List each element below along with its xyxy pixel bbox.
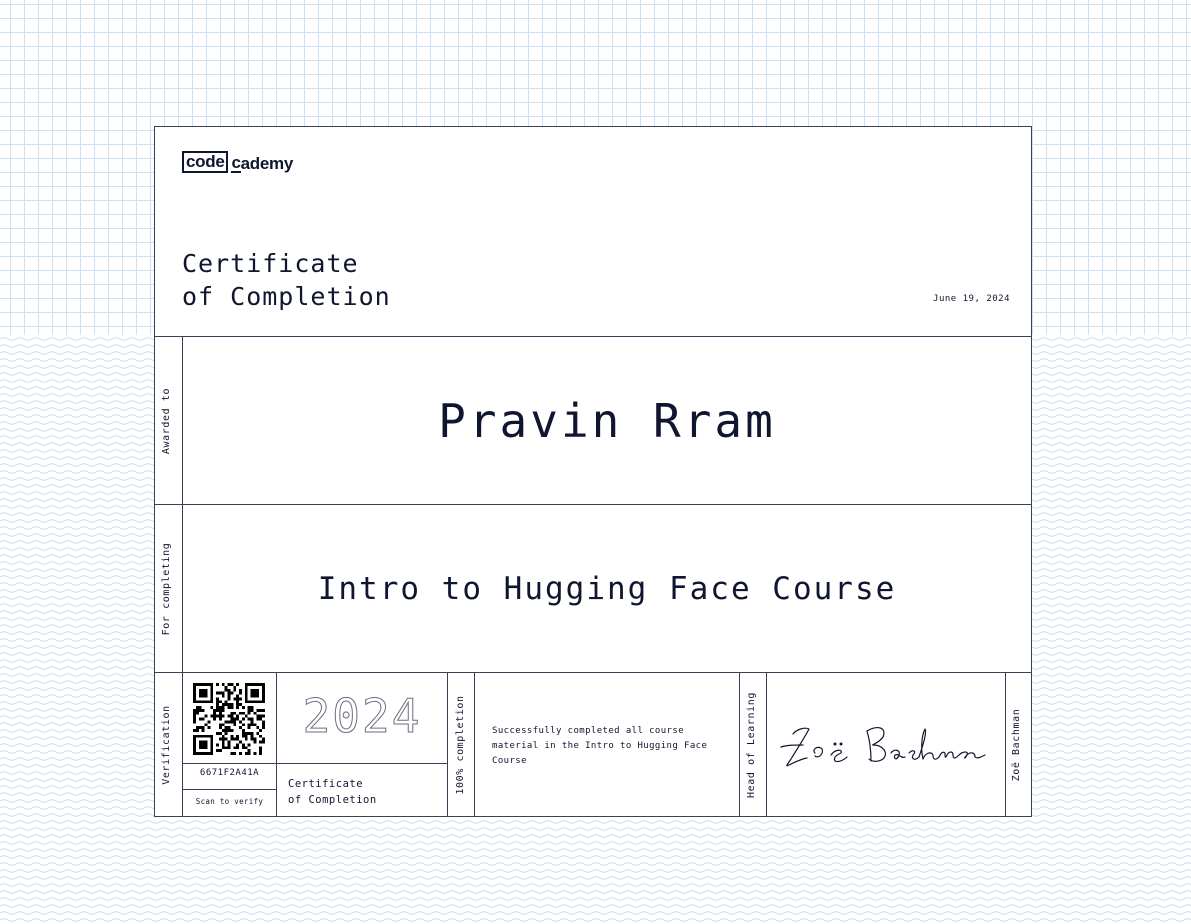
logo-rest-text: ademy (240, 154, 294, 173)
title-line-2: of Completion (182, 282, 391, 311)
small-title-line-2: of Completion (288, 794, 377, 806)
signer-name-label: Zoë Bachman (1011, 708, 1022, 782)
divider (183, 763, 276, 764)
codecademy-logo (182, 151, 293, 173)
title-line-1: Certificate (182, 249, 359, 278)
divider (183, 789, 276, 790)
awarded-to-label: Awarded to (161, 387, 172, 455)
completion-description: Successfully completed all course material in the Intro to Hugging Face Course (492, 726, 708, 766)
completion-label: 100% completion (455, 695, 466, 795)
small-certificate-title (288, 776, 377, 808)
certificate-title (182, 247, 391, 313)
for-completing-label: For completing (161, 542, 172, 636)
logo-underlined-c: c (231, 153, 241, 172)
verification-code: 6671F2A41A (199, 768, 260, 778)
verification-label: Verification (161, 705, 172, 785)
signature-image (775, 707, 1000, 772)
recipient-name: Pravin Rram (438, 394, 776, 448)
divider (447, 673, 448, 817)
divider (1005, 673, 1006, 817)
certificate-card (154, 126, 1032, 817)
signer-role-label: Head of Learning (746, 692, 757, 798)
logo-boxed-text: code (182, 151, 228, 173)
certificate-date: June 19, 2024 (933, 294, 1010, 304)
qr-code-icon[interactable] (193, 683, 265, 755)
course-name: Intro to Hugging Face Course (317, 571, 897, 607)
divider (739, 673, 740, 817)
scan-to-verify-label: Scan to verify (195, 797, 264, 806)
small-title-line-1: Certificate (288, 778, 364, 790)
divider (474, 673, 475, 817)
divider (766, 673, 767, 817)
divider (277, 763, 447, 764)
svg-text:2024: 2024 (302, 689, 422, 743)
year-outline (277, 688, 447, 744)
